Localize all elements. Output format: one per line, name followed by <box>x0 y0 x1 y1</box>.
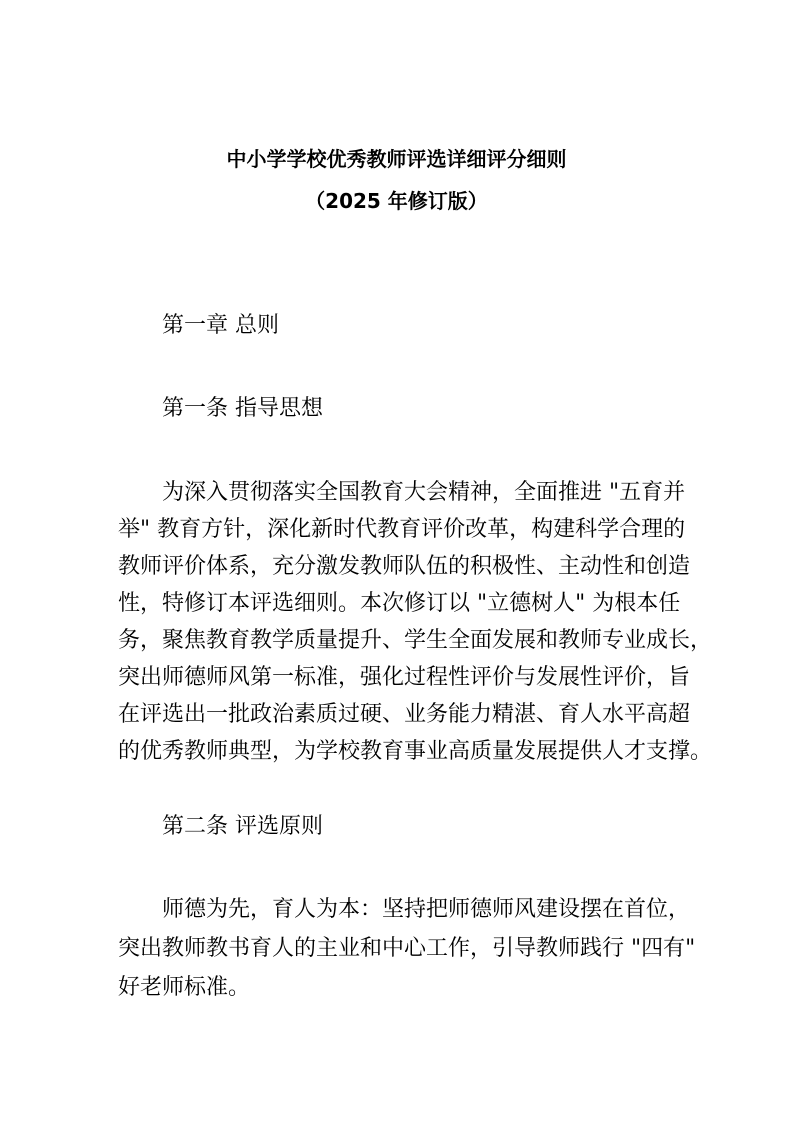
article1-line: 举" 教育方针，深化新时代教育评价改革，构建科学合理的 <box>118 517 686 542</box>
document-subtitle: （2025 年修订版） <box>305 189 488 213</box>
article2-line: 师德为先，育人为本：坚持把师德师风建设摆在首位， <box>162 897 691 922</box>
article2-line: 突出教师教书育人的主业和中心工作，引导教师践行 "四有" <box>118 936 696 961</box>
article2-line: 好老师标准。 <box>118 975 251 1000</box>
article1-line: 务，聚焦教育教学质量提升、学生全面发展和教师专业成长， <box>118 628 713 653</box>
article1-line: 为深入贯彻落实全国教育大会精神，全面推进 "五育并 <box>162 480 686 505</box>
chapter-heading: 第一章 总则 <box>162 313 279 338</box>
article1-line: 性，特修订本评选细则。本次修订以 "立德树人" 为根本任 <box>118 591 681 616</box>
article1-line: 突出师德师风第一标准，强化过程性评价与发展性评价，旨 <box>118 665 691 690</box>
article2-heading: 第二条 评选原则 <box>162 814 323 839</box>
document-title: 中小学学校优秀教师评选详细评分细则 <box>226 147 567 171</box>
article1-heading: 第一条 指导思想 <box>162 396 323 421</box>
article1-line: 在评选出一批政治素质过硬、业务能力精湛、育人水平高超 <box>118 702 691 727</box>
article1-line: 教师评价体系，充分激发教师队伍的积极性、主动性和创造 <box>118 554 691 579</box>
article1-line: 的优秀教师典型，为学校教育事业高质量发展提供人才支撑。 <box>118 739 713 764</box>
